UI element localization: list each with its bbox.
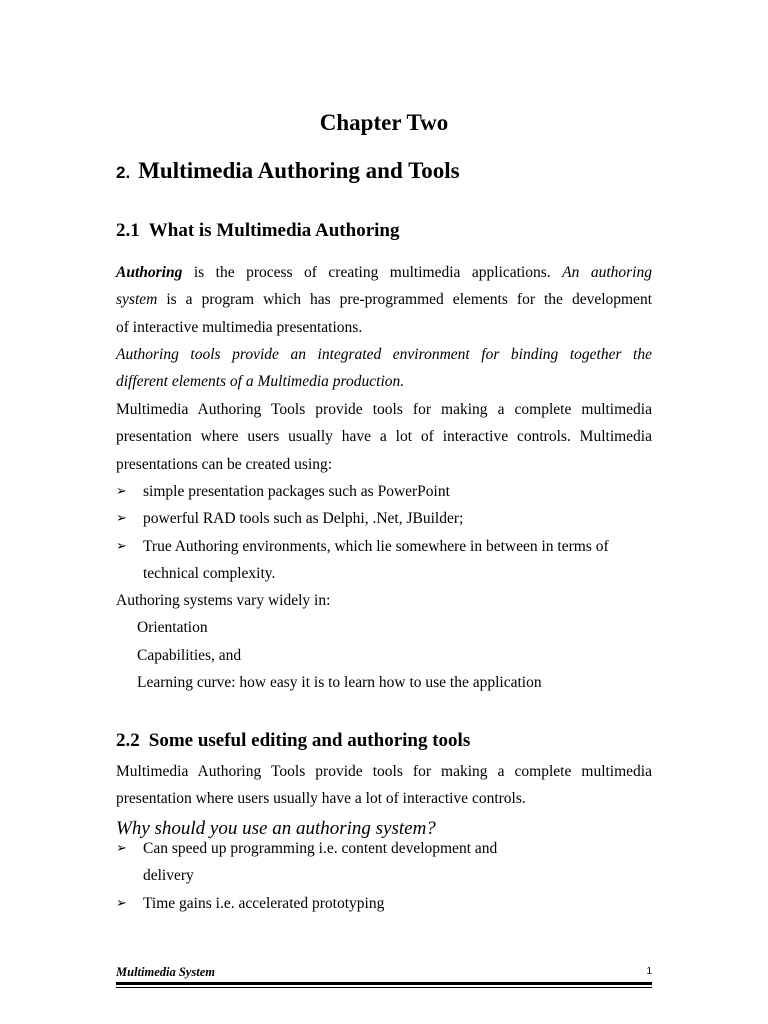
arrowhead-bullet-icon: ➢ (116, 511, 127, 527)
term-system: system (116, 291, 158, 309)
paragraph-line (116, 259, 652, 286)
paragraph-line (116, 286, 652, 313)
list-item-continuation: delivery (143, 867, 194, 885)
paragraph-line: presentation where users usually have a lot of interactive controls. Multimedia (116, 428, 652, 446)
why-heading: Why should you use an authoring system? (116, 818, 436, 839)
subsection-number: 2.2 (116, 730, 140, 751)
list-item (116, 478, 652, 505)
authoring-systems-vary (116, 587, 652, 696)
section-number: 2. (116, 163, 131, 182)
paragraph-line: Multimedia Authoring Tools provide tools for making a complete multimedia (116, 401, 652, 418)
subsection-title: Some useful editing and authoring tools (148, 730, 471, 751)
vary-item: Orientation (137, 619, 208, 637)
paragraph-line: presentation where users usually have a lot of interactive controls. (116, 790, 526, 808)
footer-title: Multimedia System (116, 965, 215, 979)
bullet-list-presentation-options (116, 478, 652, 587)
list-item (116, 505, 652, 532)
subsection-heading-2-1 (116, 218, 399, 244)
footer-rule-thin (116, 987, 652, 988)
text-span: is the process of creating multimedia applications. (182, 264, 563, 281)
text-span: is a program which has pre-programmed elements for the development (157, 291, 652, 309)
list-item-text: simple presentation packages such as PowerPoint (143, 483, 450, 500)
chapter-title: Chapter Two (319, 110, 449, 135)
vary-item: Capabilities, and (137, 646, 242, 664)
document-page (116, 0, 652, 1024)
subsection-heading-2-2 (116, 728, 470, 754)
paragraph-authoring-tools-provide (116, 396, 652, 478)
paragraph-line: presentations can be created using: (116, 455, 333, 473)
subsection-number: 2.1 (116, 220, 140, 241)
list-item (116, 835, 652, 890)
arrowhead-bullet-icon: ➢ (116, 841, 127, 856)
paragraph-line: of interactive multimedia presentations. (116, 318, 363, 336)
term-authoring: Authoring (116, 264, 183, 281)
paragraph-line: Authoring tools provide an integrated environment for binding together the (116, 346, 652, 363)
list-item-continuation: technical complexity. (143, 564, 276, 582)
list-item-text: powerful RAD tools such as Delphi, .Net, JBuilder; (143, 510, 464, 528)
list-item (116, 890, 652, 917)
arrowhead-bullet-icon: ➢ (116, 538, 127, 554)
footer-rule-thick (116, 982, 652, 985)
section-title: Multimedia Authoring and Tools (138, 158, 460, 183)
bullet-list-why (116, 835, 652, 917)
arrowhead-bullet-icon: ➢ (116, 895, 127, 911)
list-item-text: Can speed up programming i.e. content development and (143, 840, 498, 857)
section-heading (116, 155, 460, 189)
list-item-text: Time gains i.e. accelerated prototyping (143, 894, 385, 912)
vary-intro: Authoring systems vary widely in: (116, 592, 331, 609)
paragraph-authoring-definition (116, 259, 652, 341)
paragraph-editing-tools (116, 758, 652, 813)
subsection-title: What is Multimedia Authoring (148, 220, 400, 241)
list-item (116, 533, 652, 588)
arrowhead-bullet-icon: ➢ (116, 484, 127, 499)
vary-item: Learning curve: how easy it is to learn how to use the application (137, 673, 542, 691)
list-item-text: True Authoring environments, which lie somewhere in between in terms of (143, 537, 609, 555)
page-number: 1 (646, 966, 652, 977)
paragraph-authoring-tools (116, 341, 652, 396)
term-authoring-system: An authoring (562, 264, 652, 281)
paragraph-line: different elements of a Multimedia production. (116, 373, 405, 391)
paragraph-line: Multimedia Authoring Tools provide tools for making a complete multimedia (116, 763, 652, 780)
